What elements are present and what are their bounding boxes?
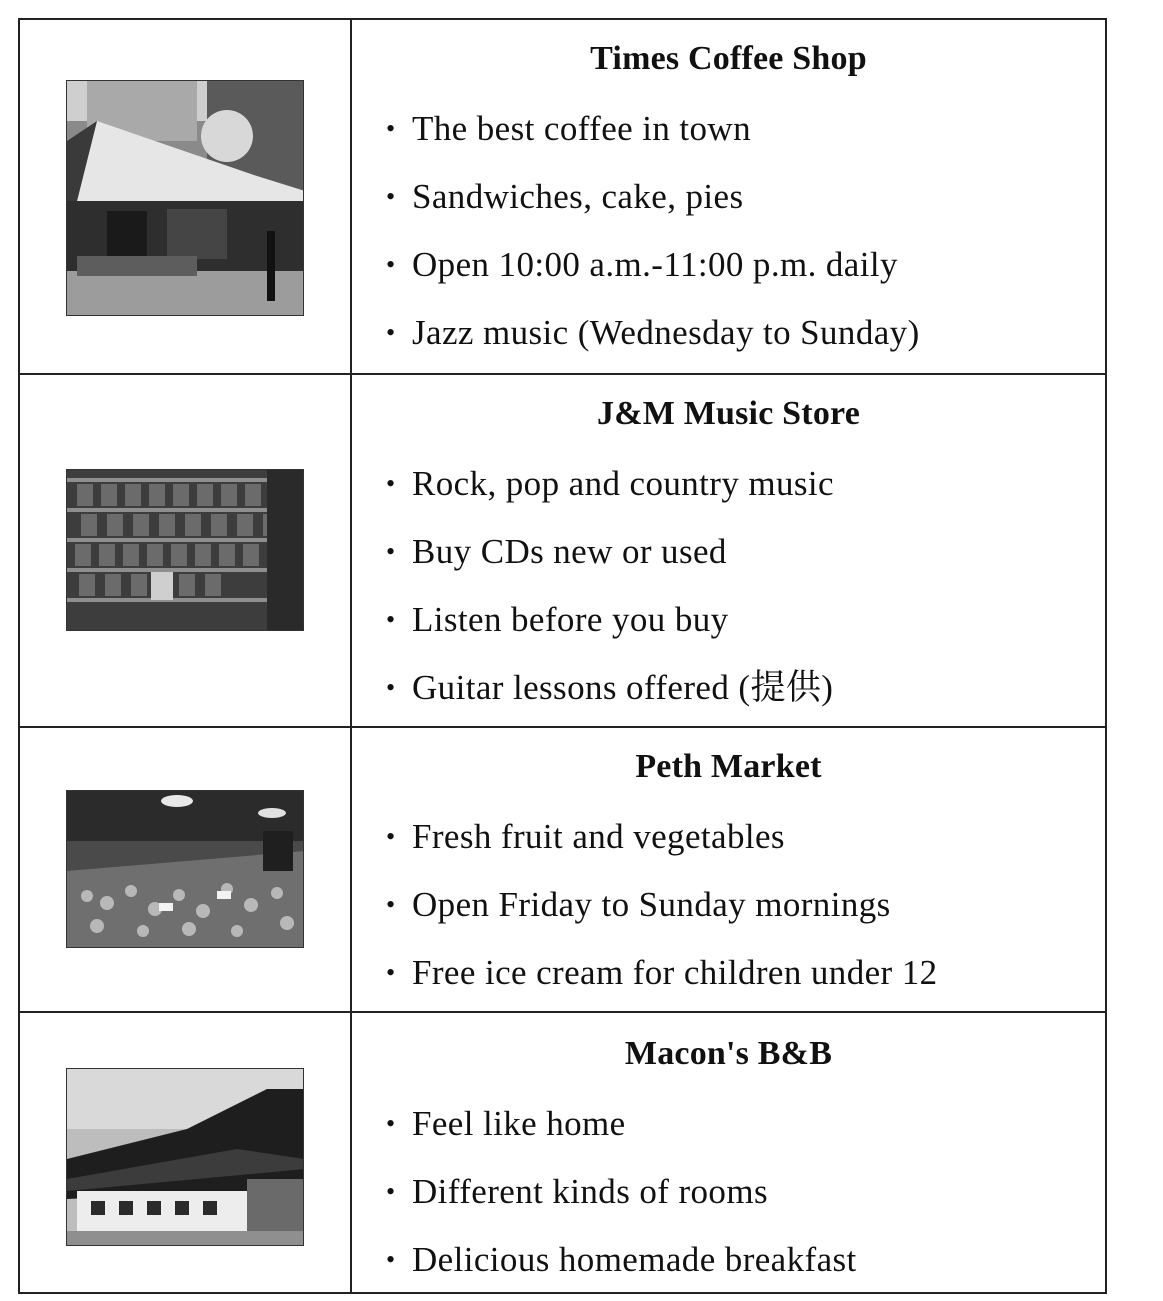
feature-list [386,450,1095,722]
shop-name: J&M Music Store [597,395,860,432]
bullet-icon: • [386,318,396,347]
feature-item: • Buy CDs new or used [386,518,1095,586]
bullet-icon: • [386,1177,396,1206]
bullet-icon: • [386,673,396,702]
feature-item: • Listen before you buy [386,586,1095,654]
feature-item: • Free ice cream for children under 12 [386,939,1095,1007]
listing-row-market [20,726,1105,1011]
feature-item: • Rock, pop and country music [386,450,1095,518]
listings-table [18,18,1107,1294]
info-cell [352,20,1105,373]
bullet-icon: • [386,890,396,919]
feature-item: • Feel like home [386,1090,1095,1158]
shop-name: Macon's B&B [624,1035,833,1072]
feature-list [386,803,1095,1007]
photo-cell [20,1013,352,1292]
bullet-icon: • [386,1245,396,1274]
feature-item: • Different kinds of rooms [386,1158,1095,1226]
bed-and-breakfast-photo [66,1068,304,1246]
feature-item: • Delicious homemade breakfast [386,1226,1095,1294]
bullet-icon: • [386,605,396,634]
listing-row-bed-and-breakfast [20,1011,1105,1292]
feature-item: • Fresh fruit and vegetables [386,803,1095,871]
info-cell [352,728,1105,1011]
bullet-icon: • [386,182,396,211]
feature-item: • Guitar lessons offered (提供) [386,654,1095,722]
feature-list [386,1090,1095,1294]
bullet-icon: • [386,250,396,279]
listing-row-coffee-shop [20,20,1105,373]
feature-item: • Sandwiches, cake, pies [386,163,1095,231]
photo-cell [20,728,352,1011]
feature-item: • The best coffee in town [386,95,1095,163]
info-cell [352,1013,1105,1292]
bullet-icon: • [386,114,396,143]
feature-item: • Open Friday to Sunday mornings [386,871,1095,939]
bullet-icon: • [386,1109,396,1138]
feature-list [386,95,1095,367]
music-store-photo [66,469,304,631]
photo-cell [20,375,352,726]
bullet-icon: • [386,537,396,566]
bullet-icon: • [386,469,396,498]
bullet-icon: • [386,822,396,851]
feature-item: • Jazz music (Wednesday to Sunday) [386,299,1095,367]
market-photo [66,790,304,948]
photo-cell [20,20,352,373]
shop-name: Times Coffee Shop [590,40,867,77]
feature-item: • Open 10:00 a.m.-11:00 p.m. daily [386,231,1095,299]
listing-row-music-store [20,373,1105,726]
shop-name: Peth Market [635,748,822,785]
info-cell [352,375,1105,726]
coffee-shop-photo [66,80,304,316]
bullet-icon: • [386,958,396,987]
